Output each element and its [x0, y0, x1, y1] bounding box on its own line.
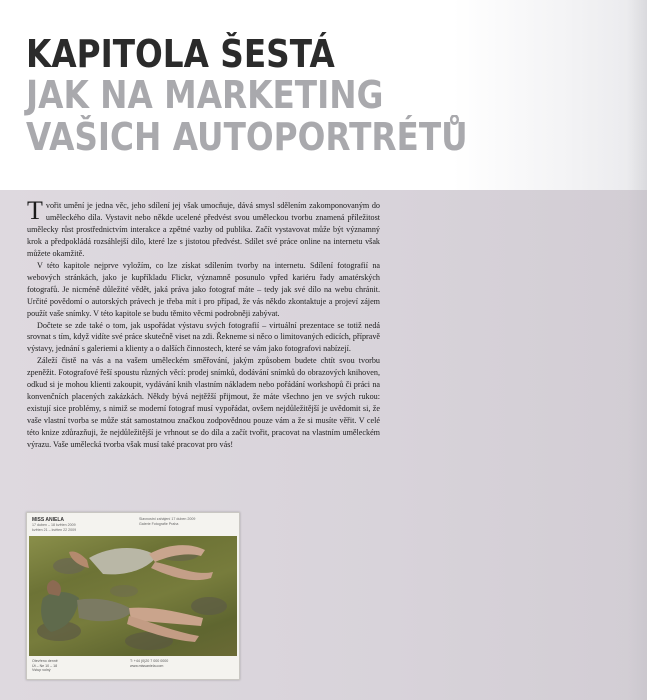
poster-footer-left-line-3: Vstup volný	[32, 668, 51, 673]
exhibition-poster	[26, 512, 240, 680]
drop-cap: T	[27, 196, 43, 225]
chapter-subtitle-line-2: VAŠICH AUTOPORTRÉTŮ	[26, 115, 468, 159]
poster-footer-left-line-1: Otevřeno denně	[32, 659, 58, 663]
paragraph-2: V této kapitole nejprve vyložím, co lze získat sdílením tvorby na internetu. Sdílení fotografií na webových stránkách, jako je kupříkladu Flickr, významně posunulo vpřed kariéru řady amatérských fotografů. Je nicméně důležité vědět, jaká práva jako fotograf máte – tedy jak své dílo na webu chránit. Určité povědomí o autorských právech je třeba mít i pro případ, že vás někdo zkontaktuje a projeví zájem použít vaše snímky. V této kapitole se budu těmito věcmi podrobněji zabývat.	[27, 260, 380, 318]
poster-footer-right-line-1: T: +44 (0)20 7 000 0000	[130, 659, 169, 663]
poster-footer-right	[130, 659, 234, 668]
paragraph-1-text: vořit umění je jedna věc, jeho sdílení jej však umocňuje, dává smysl sdělením zakomponovaným do uměleckého díla. Vystavit nebo někde ucelené předvést svou uměleckou tvorbu znamená příležitost umělecky růst prostřednictvím interakce a zpětné vazby od publika. Začít vystavovat může být významný krok a předpokládá rozsáhlejší dílo, které lze s jistotou předvést. Sdílet své práce online na internetu však můžete okamžitě.	[27, 201, 380, 258]
chapter-heading	[26, 34, 540, 158]
paragraph-3: Dočtete se zde také o tom, jak uspořádat výstavu svých fotografií – virtuální prezentace se totiž nedá srovnat s tím, když vidíte své práce skutečně viset na zdi. Řekneme si něco o limitovaných edicích, přípravě výstavy, jednání s galeriemi a klienty a o dalších činnostech, které se vám jako fotografovi nabízejí.	[27, 320, 380, 354]
poster-dates	[32, 523, 76, 532]
paragraph-1	[27, 196, 380, 260]
poster-artist-name: MISS ANIELA	[32, 517, 65, 523]
paragraph-4: Záleží čistě na vás a na vašem uměleckém směřování, jakým způsobem budete chtít svou tvorbu zpeněžit. Fotografové řeší spoustu různých věcí: prodej snímků, dodávání snímků do obrazových knihoven, odkud si je mohou klienti zakoupit, vydávání knih vlastním nákladem nebo pořádání workshopů či práci na konvenčních placených zakázkách. Někdy bývá nejtěžší přijmout, že máte všechno jen ve svých rukou: existují sice problémy, s nimiž se moderní fotograf musí vypořádat, ovšem nejdůležitější je uvědomit si, že vaše vlastní tvorba se může stát samostatnou značkou zodpovědnou pouze vám a že si musíte věřit. V celé této knize zdůrazňuji, že nejdůležitější je vrhnout se do díla a začít tvořit, pracovat na vlastním uměleckém výrazu. Vaše umělecká tvorba však musí také pracovat pro vás!	[27, 356, 380, 450]
poster-event-info	[139, 517, 235, 526]
poster-footer-left	[32, 659, 92, 673]
chapter-title: KAPITOLA ŠESTÁ	[26, 32, 335, 76]
page-edge-shadow	[627, 0, 647, 700]
poster-footer-right-line-2: www.missaniela.com	[130, 663, 164, 668]
poster-photo	[29, 536, 237, 656]
poster-event-line-1: Slavnostní zahájení 17 duben 2009	[139, 517, 196, 521]
poster-footer	[32, 659, 234, 675]
poster-event-line-2: Galerie Fotografie Praha	[139, 521, 179, 526]
body-text	[27, 196, 380, 451]
self-portrait-photo-illustration	[29, 536, 237, 656]
chapter-subtitle-line-1: JAK NA MARKETING	[26, 73, 384, 117]
poster-dates-line-2: květen 21 – květen 22 2009	[32, 527, 77, 532]
poster-footer-left-line-2: Út – Ne 10 – 18	[32, 663, 58, 668]
poster-dates-line-1: 17 duben – 18 květen 2009	[32, 523, 76, 527]
